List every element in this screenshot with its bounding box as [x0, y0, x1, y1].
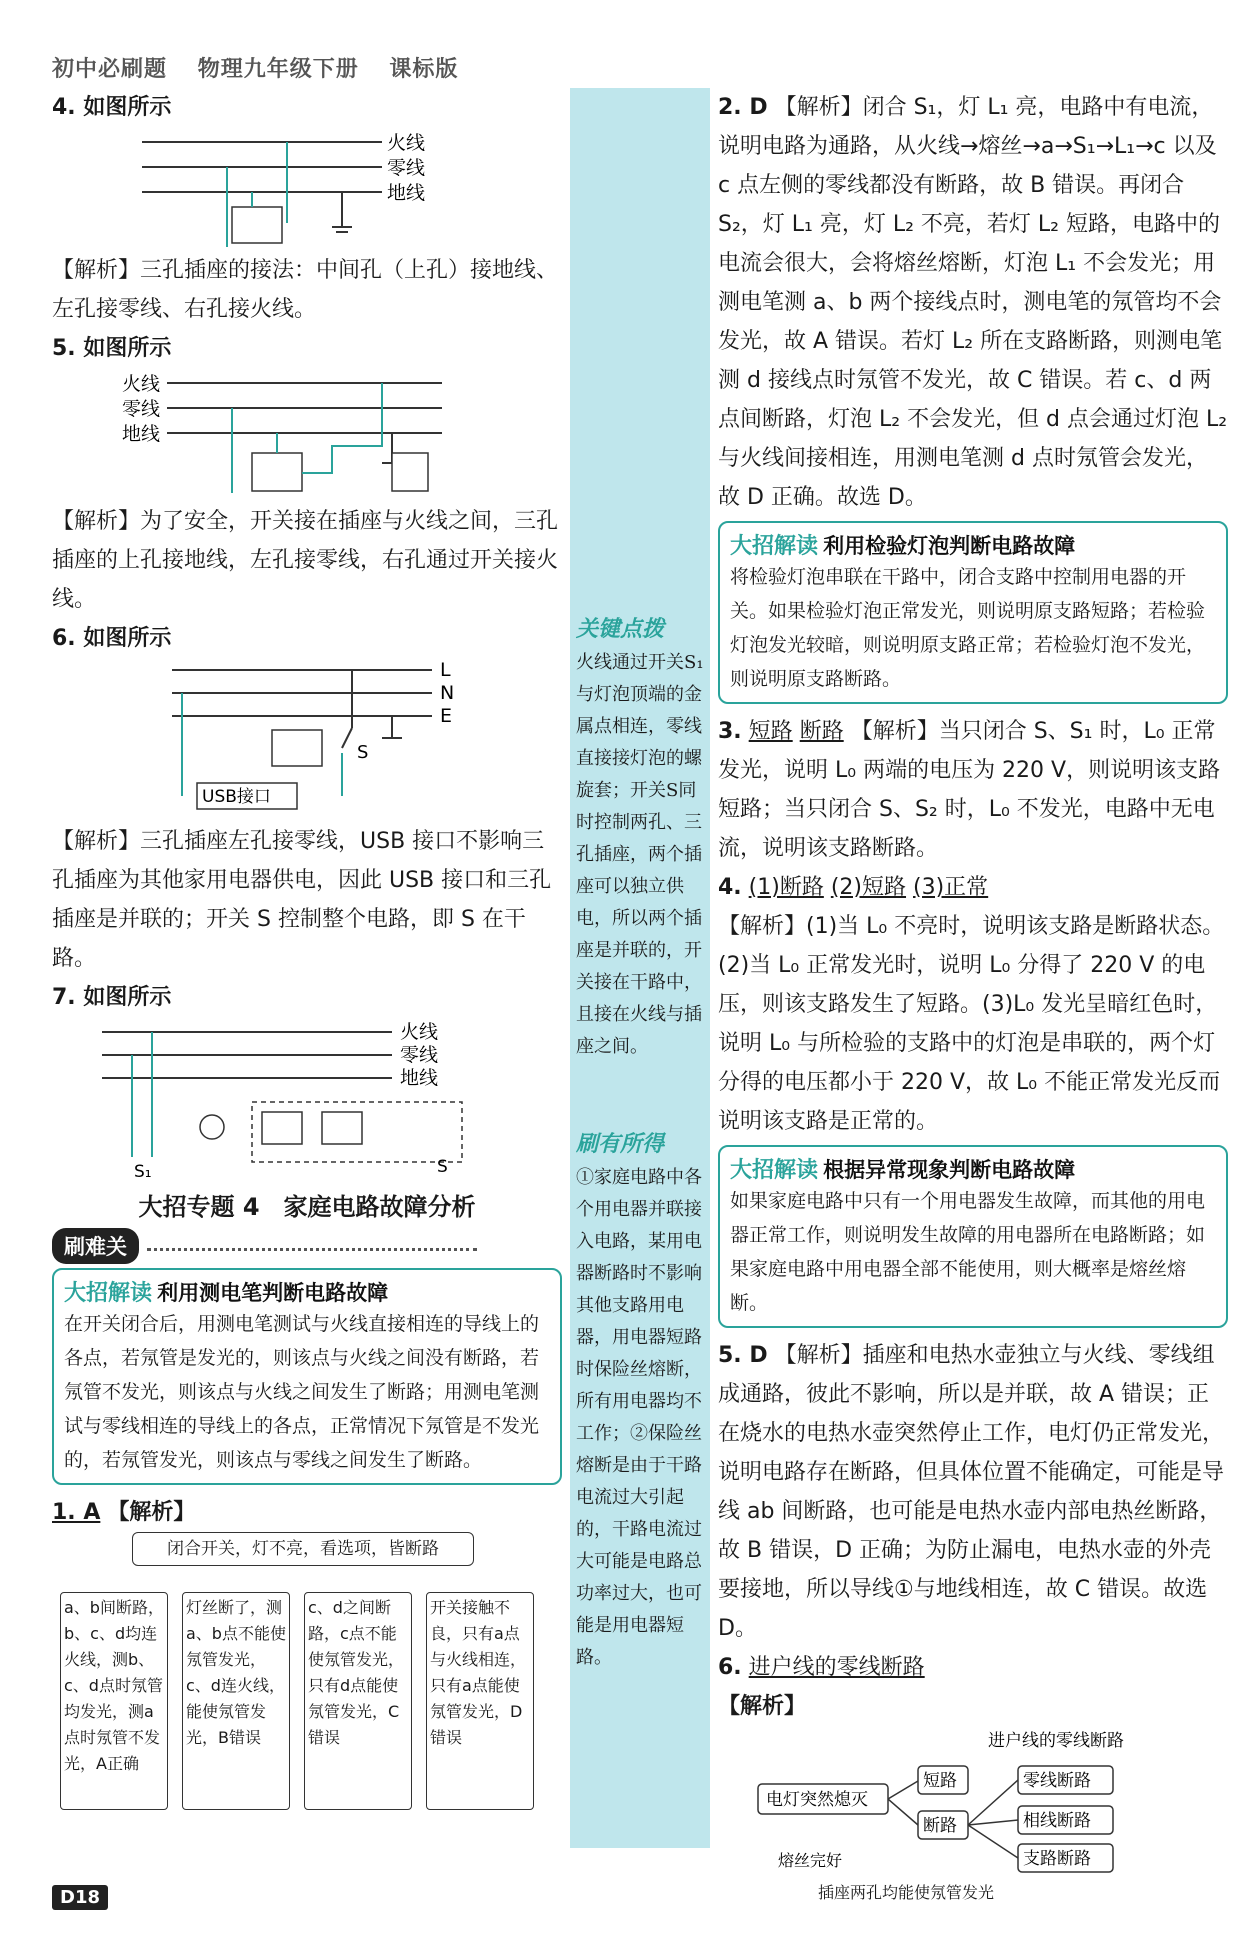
q6-socket	[272, 730, 322, 766]
r-q6-fuse-note: 熔丝完好	[778, 1851, 843, 1870]
q7-bulb	[200, 1115, 224, 1139]
q1-head: 1. A	[52, 1500, 101, 1525]
side-note-takeaway: ①家庭电路中各个用电器并联接入电路，某用电器断路时不影响其他支路用电器，用电器短路时保险丝熔断，所有用电器均不工作；②保险丝熔断是由于干路电流过大引起的，干路电流过大可能是电路总功率过大，也可能是用电器短路。	[576, 1167, 702, 1668]
r-q6-answer: 进户线的零线断路	[748, 1655, 925, 1680]
r-q3-text: 【解析】当只闭合 S、S₁ 时，L₀ 正常发光，说明 L₀ 两端的电压为 220 V，则说明该支路短路；当只闭合 S、S₂ 时，L₀ 不发光，电路中无电流，说明该支路断路。	[718, 719, 1221, 861]
q5-socket	[252, 453, 302, 491]
r-q4-head: 4.	[718, 875, 742, 900]
q6-e-label: E	[440, 705, 453, 727]
tip3-body: 如果家庭电路中只有一个用电器发生故障，而其他的用电器正常工作，则说明发生故障的用电器所在电路断路；如果家庭电路中用电器全部不能使用，则大概率是熔丝熔断。	[730, 1190, 1206, 1314]
tip-box-anomaly	[718, 1145, 1228, 1328]
q4-ground-label: 地线	[387, 182, 426, 204]
r-q3-head: 3.	[718, 719, 742, 744]
q7-title: 7. 如图所示	[52, 985, 172, 1010]
q7-three-hole-socket	[322, 1112, 362, 1144]
r-q5	[718, 1336, 1228, 1648]
q4-circuit-diagram	[52, 127, 452, 247]
tip2-body: 将检验灯泡串联在干路中，闭合支路中控制用电器的开关。如果检验灯泡正常发光，则说明原支路短路；若检验灯泡发光较暗，则说明原支路正常；若检验灯泡不发光，则说明原支路断路。	[730, 566, 1206, 690]
r-q6-node-live: 相线断路	[1023, 1811, 1091, 1831]
q1-tree-cell-c: c、d之间断路，c点不能使氖管发光，只有d点能使氖管发光，C错误	[304, 1592, 412, 1810]
header-subject: 物理九年级下册	[197, 57, 359, 82]
header-edition: 课标版	[389, 57, 459, 82]
tip-box-test-lamp	[718, 521, 1228, 704]
dotted-divider	[147, 1248, 477, 1251]
q6-analysis: 【解析】三孔插座左孔接零线，USB 接口不影响三孔插座为其他家用电器供电，因此 USB 接口和三孔插座是并联的；开关 S 控制整个电路，即 S 在干路。	[52, 829, 552, 971]
q5-title: 5. 如图所示	[52, 336, 172, 361]
r-q2-text: 【解析】闭合 S₁，灯 L₁ 亮，电路中有电流，说明电路为通路，从火线→熔丝→a→S₁→L₁→c 以及 c 点左侧的零线都没有断路，故 B 错误。再闭合 S₂，灯 L₁ 亮，灯 L₂ 不亮，若灯 L₂ 短路，电路中的电流会很大，会将熔丝熔断，灯泡 L₁ 不会发光；用测电笔测 a、b 两个接线点时，测电笔的氖管均不会发光，故 A 错误。若灯 L₂ 所在支路断路，则测电笔测 d 接线点时氖管不发光，故 C 错误。若 c、d 两点间断路，灯泡 L₂ 不会发光，但 d 点会通过灯泡 L₂ 与火线间接相连，用测电笔测 d 点时氖管会发光，故 D 正确。故选 D。	[718, 95, 1228, 510]
left-column	[52, 88, 562, 1812]
q1-label: 【解析】	[107, 1500, 196, 1525]
side-spacer	[570, 88, 710, 608]
q7-neutral-label: 零线	[400, 1044, 439, 1066]
tip3-title: 根据异常现象判断电路故障	[823, 1158, 1076, 1182]
q5-analysis: 【解析】为了安全，开关接在插座与火线之间，三孔插座的上孔接地线，左孔接零线，右孔通过开关接火线。	[52, 509, 559, 612]
q1-tree-cell-d: 开关接触不良，只有a点与火线相连，只有a点能使氖管发光，D错误	[426, 1592, 534, 1810]
q7-ground-label: 地线	[400, 1067, 439, 1089]
r-q4-text: 【解析】(1)当 L₀ 不亮时，说明该支路是断路状态。(2)当 L₀ 正常发光时，说明 L₀ 分得了 220 V 的电压，则该支路发生了短路。(3)L₀ 发光呈暗红色时，说明 L₀ 与所检验的支路中的灯泡是串联的，两个灯分得的电压都小于 220 V，故 L₀ 不能正常发光反而说明该支路是正常的。	[718, 914, 1225, 1134]
q6-usb-label: USB接口	[202, 787, 271, 807]
q6-switch-label: S	[357, 742, 369, 763]
q5-neutral-label: 零线	[122, 398, 161, 420]
q5-switch	[392, 453, 428, 491]
tip3-label: 大招解读	[730, 1158, 819, 1183]
q5-live-label: 火线	[122, 373, 161, 395]
q4-analysis: 【解析】三孔插座的接法：中间孔（上孔）接地线、左孔接零线、右孔接火线。	[52, 258, 559, 322]
q4-title: 4. 如图所示	[52, 95, 172, 120]
q1-tree-cell-a: a、b间断路，b、c、d均连火线，测b、c、d点时氖管均发光，测a点时氖管不发光，A正确	[60, 1592, 168, 1810]
side-tag-takeaway: 刷有所得	[576, 1132, 665, 1157]
r-q4	[718, 868, 1228, 1141]
tip2-title: 利用检验灯泡判断电路故障	[823, 534, 1076, 558]
r-q2-head: 2. D	[718, 95, 768, 120]
q4-socket	[232, 207, 282, 243]
r-q6-top-label: 进户线的零线断路	[988, 1731, 1124, 1751]
page-number: D18	[52, 1885, 108, 1910]
r-q4-answer-1: (1)断路	[748, 875, 824, 900]
r-q2	[718, 88, 1228, 517]
topic-heading: 大招专题 4 家庭电路故障分析	[138, 1193, 476, 1221]
tip-title: 利用测电笔判断电路故障	[157, 1281, 389, 1305]
r-q6-open: 断路	[923, 1816, 957, 1836]
r-q6-node-branch: 支路断路	[1023, 1849, 1091, 1869]
r-q3-answer-1: 短路	[748, 719, 793, 744]
q7-s-label: S	[437, 1157, 448, 1177]
r-q6	[718, 1648, 1228, 1687]
q5-circuit-diagram	[52, 368, 472, 498]
q7-two-hole-socket	[262, 1112, 302, 1144]
q1-answer	[52, 1493, 562, 1532]
tip2-label: 大招解读	[730, 534, 819, 559]
r-q4-answer-3: (3)正常	[913, 875, 989, 900]
side-tag-key-point: 关键点拨	[576, 617, 665, 642]
r-q4-answer-2: (2)短路	[830, 875, 907, 900]
r-q6-socket-note: 插座两孔均能使氖管发光	[818, 1883, 995, 1902]
r-q6-head: 6.	[718, 1655, 742, 1680]
q7-live-label: 火线	[400, 1021, 439, 1043]
side-note-key-point: 火线通过开关S₁与灯泡顶端的金属点相连，零线直接接灯泡的螺旋套；开关S同时控制两孔、三孔插座，两个插座可以独立供电，所以两个插座是并联的，开关接在干路中，且接在火线与插座之间。	[576, 652, 704, 1057]
right-column	[718, 88, 1228, 1903]
q1-tree-cell-b: 灯丝断了，测a、b点不能使氖管发光，c、d连火线，能使氖管发光，B错误	[182, 1592, 290, 1810]
q1-tree-root: 闭合开关，灯不亮，看选项，皆断路	[132, 1532, 474, 1566]
q6-n-label: N	[440, 682, 455, 704]
q4-live-label: 火线	[387, 132, 426, 154]
r-q3	[718, 712, 1228, 868]
tip-label: 大招解读	[64, 1281, 153, 1306]
page-header	[52, 52, 480, 83]
q5-ground-label: 地线	[122, 423, 161, 445]
r-q6-node-neutral: 零线断路	[1023, 1771, 1091, 1791]
r-q6-short: 短路	[923, 1771, 957, 1791]
r-q3-answer-2: 断路	[799, 719, 844, 744]
q4-neutral-label: 零线	[387, 157, 426, 179]
q6-circuit-diagram	[52, 658, 472, 818]
r-q6-label: 【解析】	[718, 1694, 807, 1719]
q7-s1-label: S₁	[134, 1162, 152, 1177]
side-notes-column	[570, 88, 710, 1848]
r-q6-flow-diagram	[718, 1726, 1218, 1876]
header-series: 初中必刷题	[52, 57, 168, 82]
difficulty-badge: 刷难关	[52, 1228, 139, 1264]
r-q5-head: 5. D	[718, 1343, 768, 1368]
tip-body: 在开关闭合后，用测电笔测试与火线直接相连的导线上的各点，若氖管是发光的，则该点与火线之间没有断路，若氖管不发光，则该点与火线之间发生了断路；用测电笔测试与零线相连的导线上的各点，正常情况下氖管是不发光的，若氖管发光，则该点与零线之间发生了断路。	[64, 1313, 540, 1471]
q1-analysis-tree	[52, 1532, 562, 1812]
q6-title: 6. 如图所示	[52, 626, 172, 651]
difficulty-badge-row	[52, 1228, 562, 1264]
r-q6-start: 电灯突然熄灭	[766, 1790, 868, 1810]
tip-box-test-pen	[52, 1268, 562, 1485]
r-q5-text: 【解析】插座和电热水壶独立与火线、零线组成通路，彼此不影响，所以是并联，故 A 错误；正在烧水的电热水壶突然停止工作，电灯仍正常发光，说明电路存在断路，但具体位置不能确定，可能是导线 ab 间断路，也可能是电热水壶内部电热丝断路，故 B 错误，D 正确；为防止漏电，电热水壶的外壳要接地，所以导线①与地线相连，故 C 错误。故选 D。	[718, 1343, 1225, 1641]
q7-circuit-diagram	[52, 1017, 472, 1177]
q6-l-label: L	[440, 659, 451, 681]
